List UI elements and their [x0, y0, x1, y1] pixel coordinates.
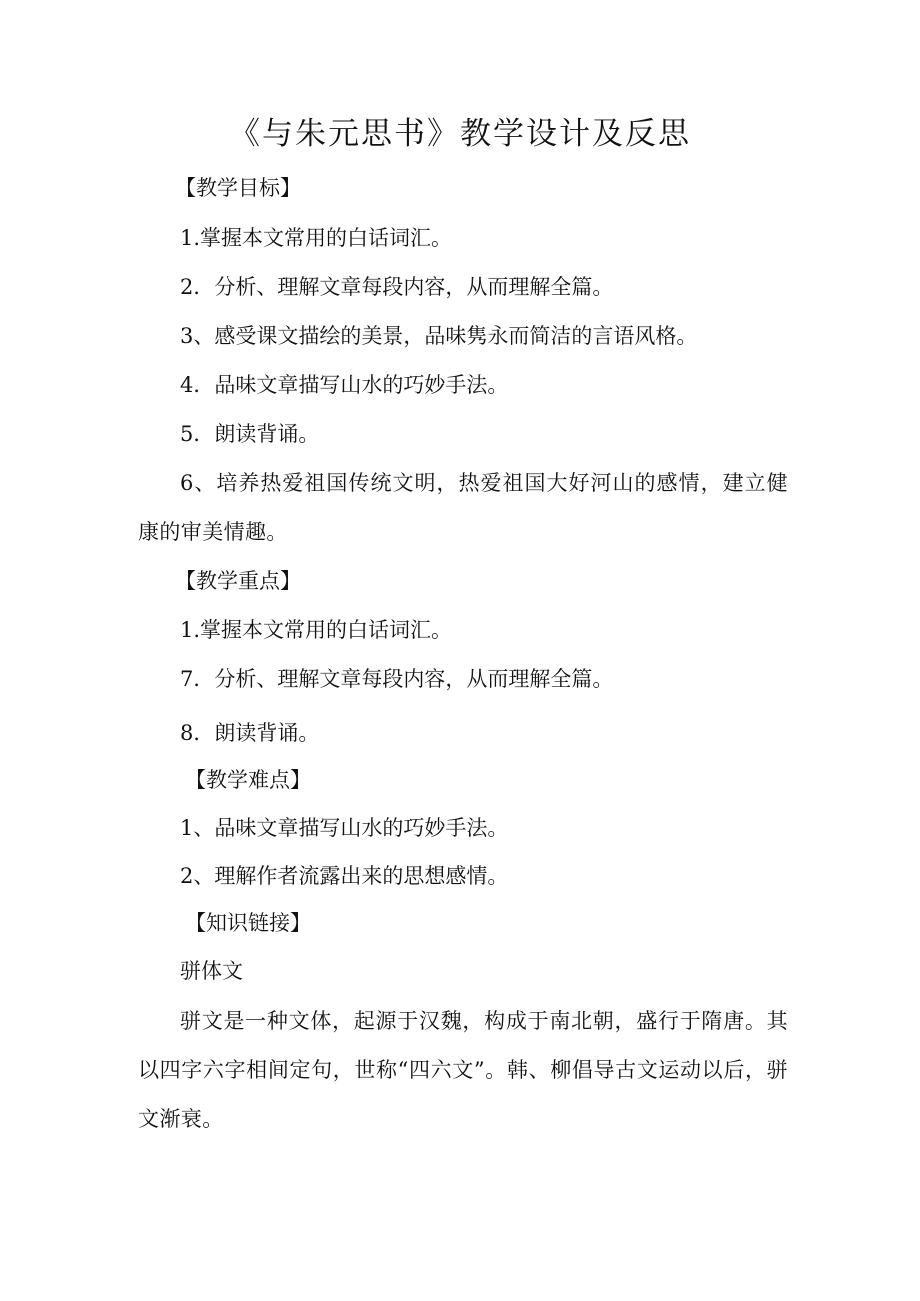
key-points-heading: 【教学重点】	[175, 569, 301, 593]
objective-item-5: 5．朗读背诵。	[180, 422, 320, 446]
difficulty-item-1: 1、品味文章描写山水的巧妙手法。	[180, 816, 509, 840]
knowledge-subheading: 骈体文	[180, 959, 243, 983]
objective-item-4: 4．品味文章描写山水的巧妙手法。	[180, 373, 509, 397]
objective-item-1: 1.掌握本文常用的白话词汇。	[180, 226, 453, 250]
knowledge-paragraph: 骈文是一种文体，起源于汉魏，构成于南北朝，盛行于隋唐。其以四字六字相间定句，世称“四六文”。韩、柳倡导古文运动以后，骈文渐衰。	[138, 1009, 788, 1131]
key-point-item-2: 7．分析、理解文章每段内容，从而理解全篇。	[180, 667, 614, 691]
objectives-heading: 【教学目标】	[175, 176, 301, 200]
objective-item-3: 3、感受课文描绘的美景，品味隽永而简洁的言语风格。	[180, 324, 698, 348]
knowledge-heading: 【知识链接】	[185, 911, 311, 935]
difficulties-heading: 【教学难点】	[185, 768, 311, 792]
objective-item-2: 2．分析、理解文章每段内容，从而理解全篇。	[180, 275, 614, 299]
key-point-item-3: 8．朗读背诵。	[180, 721, 320, 745]
difficulty-item-2: 2、理解作者流露出来的思想感情。	[180, 864, 509, 888]
document-title: 《与朱元思书》教学设计及反思	[229, 116, 691, 152]
key-point-item-1: 1.掌握本文常用的白话词汇。	[180, 618, 453, 642]
objective-item-6: 6、培养热爱祖国传统文明，热爱祖国大好河山的感情，建立健康的审美情趣。	[138, 471, 788, 544]
